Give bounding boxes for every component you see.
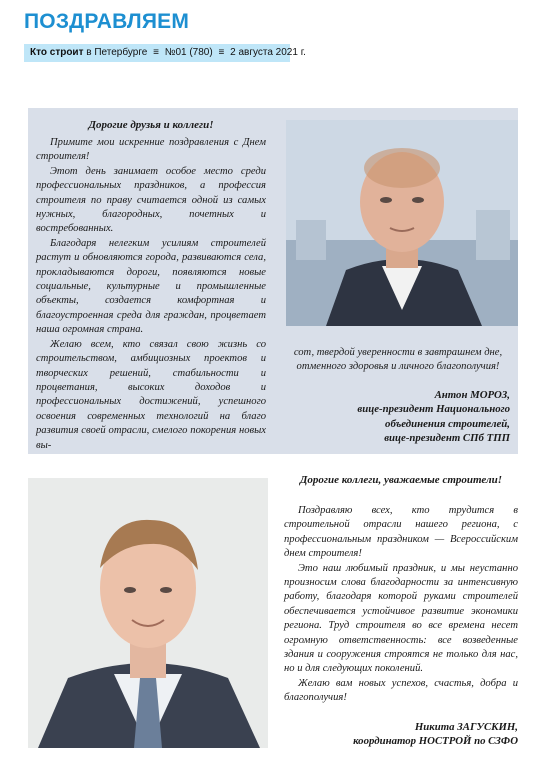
letter2-paragraph: Желаю вам новых успехов, счастья, добра и благополучия! [284, 677, 518, 704]
portrait-illustration [28, 478, 268, 748]
city-label: в Петербурге [86, 47, 148, 58]
signature-title: объединения строителей, [385, 417, 510, 430]
letter1-greeting: Дорогие друзья и коллеги! [88, 119, 214, 131]
letter1-paragraph: сот, твердой уверенности в завтрашнем дне, отменного здоровья и личного благополучия! [293, 347, 503, 373]
letter1-paragraph: Этот день занимает особое место среди профессиональных праздников, а профессия строителя по праву считается одной из самых нужных, благородных, почетных и востребованных. [36, 165, 266, 235]
separator-icon: ≡ [218, 47, 225, 58]
letter1-body [36, 136, 266, 453]
portrait-illustration [286, 120, 518, 326]
issue-date: 2 августа 2021 г. [230, 47, 306, 58]
section-title: ПОЗДРАВЛЯЕМ [24, 10, 190, 33]
letter2-greeting: Дорогие коллеги, уважаемые строители! [299, 474, 503, 486]
separator-icon: ≡ [153, 47, 159, 58]
letter1-paragraph: Желаю всем, кто связал свою жизнь со строительством, амбициозных проектов и творческих решений, стабильности и процветания, высоких доходов и профессиональных достижений, успешного освоения современных технологий на благо развития своей отрасли, смелого покорения новых вы- [36, 338, 266, 451]
letter2-paragraph: Поздравляю всех, кто трудится в строительной отрасли нашего региона, с профессиональным праздником — Всероссийским днем строителя! [284, 505, 518, 560]
signature-title: вице-президент Национального [357, 403, 510, 416]
letter2-body [284, 504, 518, 706]
letter1-paragraph: Благодаря нелегким усилиям строителей растут и обновляются города, развиваются села, прокладываются дороги, появляются новые социальные, культурные и промышленные объекты, создается комфортная и благоустроенная среда для граждан, процветает наша огромная страна. [36, 237, 266, 336]
letter1-signature [286, 388, 510, 446]
letter1-paragraph: Примите мои искренние поздравления с Днем строителя! [36, 137, 266, 163]
issue-info-bar [24, 44, 306, 62]
signature-name: Никита ЗАГУСКИН, [414, 721, 518, 733]
letter1-continuation [286, 346, 510, 375]
newspaper-name: Кто строит [30, 47, 84, 58]
letter2-paragraph: Это наш любимый праздник, и мы неустанно произносим слова благодарности за интенсивную работу, благодаря которой руками строителей обеспечивается устойчивое развитие экономики региона. Труд строителя во все времена несет огромную ответственность: все возведенные здания и сооружения строятся не только для нас, но и для следующих поколений. [284, 562, 518, 675]
issue-number: №01 (780) [164, 47, 213, 58]
signature-name: Антон МОРОЗ, [434, 389, 510, 401]
signature-title: координатор НОСТРОЙ по СЗФО [353, 735, 518, 748]
portrait-photo-moroz [286, 120, 518, 326]
signature-title: вице-президент СПб ТПП [384, 432, 510, 445]
portrait-photo-zaguskin [28, 478, 268, 748]
letter2-signature [284, 720, 518, 749]
